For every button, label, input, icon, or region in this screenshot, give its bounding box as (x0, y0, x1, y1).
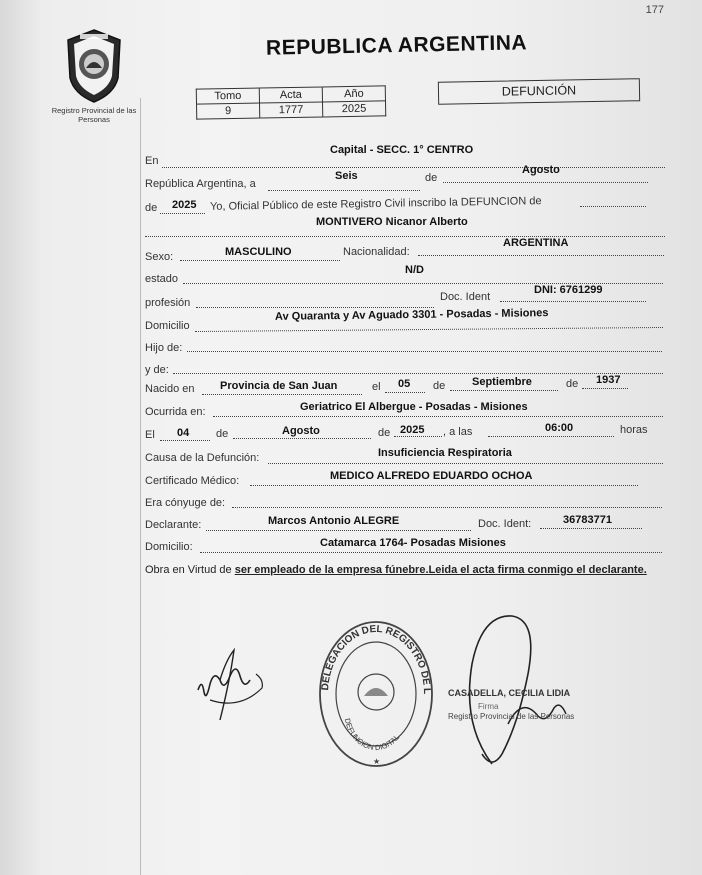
dotted-line (488, 436, 614, 437)
dotted-line (202, 394, 362, 395)
table-value-ano: 2025 (322, 101, 385, 117)
official-name: CASADELLA, CECILIA LIDIA (448, 688, 571, 698)
doc-value: DNI: 6761299 (534, 284, 603, 296)
domicilio2-label: Domicilio: (145, 541, 193, 553)
table-value-acta: 1777 (260, 102, 323, 118)
horas-label: horas (620, 424, 648, 436)
nacionalidad-label: Nacionalidad: (343, 246, 410, 258)
table-header-ano: Año (322, 86, 385, 102)
deceased-name: MONTIVERO Nicanor Alberto (316, 216, 468, 228)
svg-text:DEFUNCION DIGITAL (343, 717, 401, 752)
nacido-label: Nacido en (145, 383, 195, 395)
dotted-line (160, 440, 210, 441)
certificado-value: MEDICO ALFREDO EDUARDO OCHOA (330, 470, 533, 482)
declarant-signature (190, 640, 270, 745)
dotted-line (500, 301, 646, 302)
stamp-outer-text: DELEGACION DEL REGISTRO DE L (320, 623, 433, 695)
dotted-line (200, 552, 662, 553)
alas-label: , a las (443, 426, 473, 438)
birth-day: 05 (398, 378, 411, 390)
dotted-line (196, 307, 434, 308)
dotted-line (580, 206, 646, 207)
de5-label: de (216, 428, 229, 440)
de6-label: de (378, 427, 391, 439)
dotted-line (268, 190, 420, 191)
table-value-tomo: 9 (197, 103, 260, 119)
yde-label: y de: (145, 364, 169, 376)
de2-label: de (145, 202, 158, 214)
domicilio-label: Domicilio (145, 320, 190, 332)
sexo-label: Sexo: (145, 251, 174, 263)
death-year: 2025 (400, 424, 425, 436)
declarante-label: Declarante: (145, 519, 202, 531)
dotted-line (443, 182, 648, 183)
dotted-line (145, 236, 665, 237)
dotted-line (173, 373, 663, 374)
dotted-line (540, 528, 642, 529)
dotted-line (180, 260, 340, 261)
dotted-line (250, 485, 638, 486)
dotted-line (213, 416, 663, 417)
dotted-line (268, 463, 663, 464)
dotted-line (160, 213, 205, 214)
stamp-inner-text: DEFUNCION DIGITAL (342, 717, 402, 753)
death-day: 04 (177, 427, 190, 439)
svg-text:★: ★ (373, 757, 381, 766)
dotted-line (394, 436, 442, 437)
province-seal-logo (64, 28, 124, 104)
hijo-label: Hijo de: (145, 342, 183, 354)
dotted-line (162, 167, 665, 168)
obra-paragraph (145, 563, 657, 578)
table-header-acta: Acta (259, 87, 322, 103)
declarante-value: Marcos Antonio ALEGRE (268, 515, 400, 527)
year-value: 2025 (172, 199, 197, 211)
nacionalidad-value: ARGENTINA (503, 237, 569, 249)
dotted-line (450, 390, 558, 391)
dotted-line (187, 351, 662, 352)
profesion-label: profesión (145, 297, 191, 309)
republica-label: República Argentina, a (145, 178, 256, 190)
oficial-text: Yo, Oficial Público de este Registro Civil inscribo la DEFUNCION de (209, 195, 542, 213)
ocurrida-label: Ocurrida en: (145, 406, 206, 418)
margin-line (140, 98, 141, 875)
table-header-tomo: Tomo (196, 88, 259, 104)
de-label: de (425, 172, 438, 184)
doc-label: Doc. Ident (440, 291, 491, 303)
dotted-line (206, 530, 471, 531)
de3-label: de (433, 380, 446, 392)
sexo-value: MASCULINO (225, 246, 292, 258)
day-value: Seis (335, 170, 358, 182)
de4-label: de (566, 378, 579, 390)
causa-label: Causa de la Defunción: (145, 452, 260, 464)
dotted-line (233, 438, 371, 439)
certificado-label: Certificado Médico: (145, 475, 240, 487)
birth-year: 1937 (596, 374, 621, 386)
death-month: Agosto (282, 425, 320, 437)
dotted-line (195, 327, 663, 332)
nacido-value: Provincia de San Juan (220, 380, 338, 392)
page-number: 177 (645, 4, 664, 16)
official-role1: Firma (478, 702, 499, 711)
causa-value: Insuficiencia Respiratoria (378, 447, 512, 459)
obra-label: Obra en Virtud de (145, 564, 232, 576)
doc2-value: 36783771 (563, 514, 612, 526)
registry-label: Registro Provincial de las Personas (51, 106, 137, 124)
month-value: Agosto (522, 164, 560, 176)
dotted-line (582, 388, 628, 389)
en-label: En (145, 155, 159, 167)
page-title: REPUBLICA ARGENTINA (265, 31, 528, 60)
el-label: el (372, 381, 381, 393)
en-value: Capital - SECC. 1° CENTRO (330, 144, 474, 156)
death-time: 06:00 (545, 422, 574, 434)
obra-value: ser empleado de la empresa fúnebre.Leida el acta firma conmigo el declarante. (234, 564, 647, 576)
domicilio2-value: Catamarca 1764- Posadas Misiones (320, 537, 506, 549)
official-role2: Registro Provincial de las Personas (448, 712, 575, 721)
registry-stamp (316, 614, 436, 779)
birth-month: Septiembre (472, 376, 532, 388)
domicilio-value: Av Quaranta y Av Aguado 3301 - Posadas - Misiones (274, 307, 549, 323)
dotted-line (232, 507, 662, 508)
estado-value: N/D (405, 264, 424, 276)
dotted-line (418, 255, 664, 256)
dotted-line (385, 392, 425, 393)
record-table (196, 85, 387, 119)
record-type-box: DEFUNCIÓN (438, 78, 640, 105)
ocurrida-value: Geriatrico El Albergue - Posadas - Misiones (300, 401, 528, 413)
doc2-label: Doc. Ident: (478, 518, 532, 530)
El-label: El (145, 429, 155, 441)
estado-label: estado (145, 273, 179, 285)
conyuge-label: Era cónyuge de: (145, 497, 226, 509)
